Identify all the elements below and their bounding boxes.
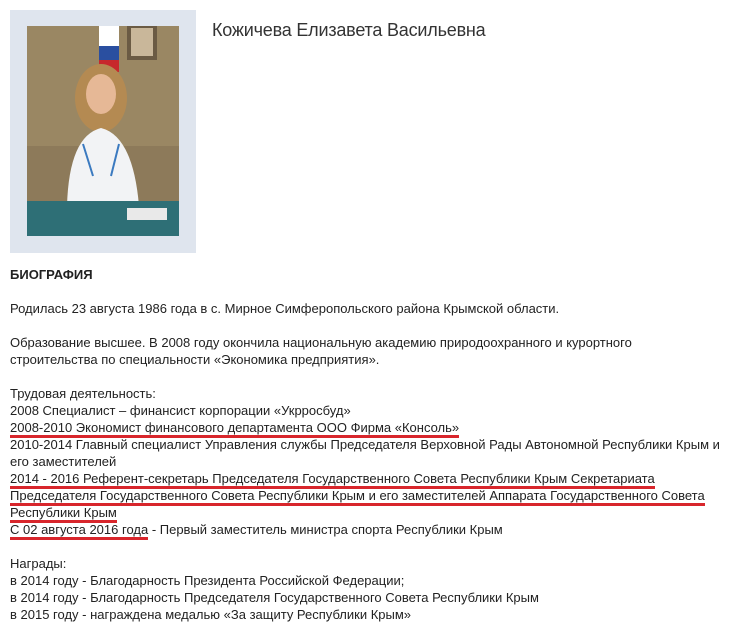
photo-frame bbox=[10, 10, 196, 253]
person-name: Кожичева Елизавета Васильевна bbox=[212, 20, 486, 40]
work-item: 2014 - 2016 Референт-секретарь Председателя Государственного Совета Республики Крым Секретариата bbox=[10, 471, 655, 489]
work-item: 2008-2010 Экономист финансового департамента ООО Фирма «Консоль» bbox=[10, 420, 459, 438]
biography bbox=[10, 266, 728, 640]
work-item: 2008 Специалист – финансист корпорации «Укрросбуд» bbox=[10, 403, 351, 418]
work-history bbox=[10, 385, 728, 538]
work-item: 2010-2014 Главный специалист Управления службы Председателя Верховной Рады Автономной Республики Крым и bbox=[10, 437, 720, 452]
work-item: - Первый заместитель министра спорта Республики Крым bbox=[148, 522, 503, 537]
work-item-date: С 02 августа 2016 года bbox=[10, 522, 148, 540]
education-line-2: строительства по специальности «Экономика предприятия». bbox=[10, 352, 380, 367]
award-item: в 2015 году - награждена медалью «За защиту Республики Крым» bbox=[10, 607, 412, 622]
award-item: в 2014 году - Благодарность Президента Российской Федерации; bbox=[10, 573, 405, 588]
education-line-1: Образование высшее. В 2008 году окончила национальную академию природоохранного и курортного bbox=[10, 335, 632, 350]
birth-info: Родилась 23 августа 1986 года в с. Мирное Симферопольского района Крымской области. bbox=[10, 301, 560, 316]
work-item: его заместителей bbox=[10, 454, 117, 469]
profile-photo bbox=[27, 26, 179, 236]
award-item: в 2014 году - Благодарность Председателя Государственного Совета Республики Крым bbox=[10, 590, 539, 605]
work-item: Республики Крым bbox=[10, 505, 117, 523]
awards bbox=[10, 555, 728, 623]
education-info bbox=[10, 334, 728, 368]
biography-heading: БИОГРАФИЯ bbox=[10, 267, 93, 282]
awards-title: Награды: bbox=[10, 556, 67, 571]
work-item: Председателя Государственного Совета Республики Крым и его заместителей Аппарата Государственного Совета bbox=[10, 488, 705, 506]
work-title: Трудовая деятельность: bbox=[10, 386, 156, 401]
